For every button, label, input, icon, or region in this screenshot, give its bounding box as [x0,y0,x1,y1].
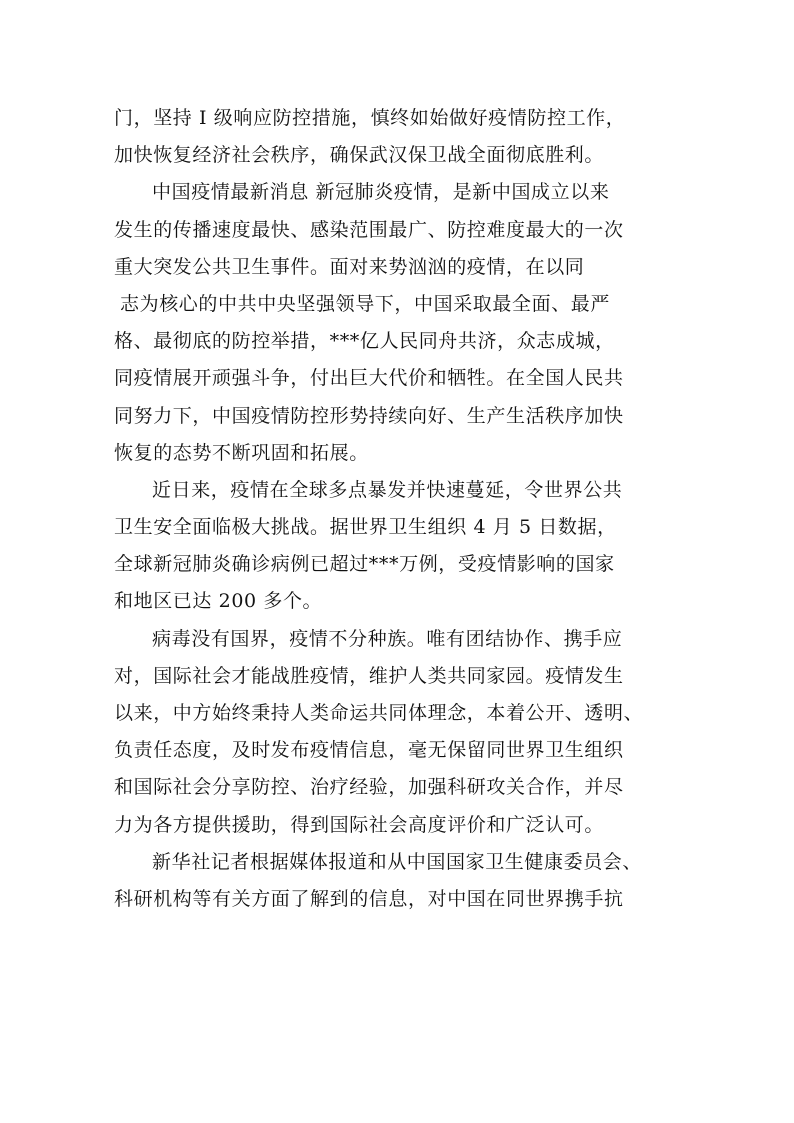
text-line: 病毒没有国界，疫情不分种族。唯有团结协作、携手应 [152,627,623,650]
text-line: 全球新冠肺炎确诊病例已超过***万例，受疫情影响的国家 [114,553,615,576]
text-line: 门，坚持 Ⅰ 级响应防控措施，慎终如始做好疫情防控工作， [114,107,626,129]
text-line: 志为核心的中共中央坚强领导下，中国采取最全面、最严 [120,292,611,315]
text-line: 卫生安全面临极大挑战。据世界卫生组织 4 月 5 日数据， [114,516,617,539]
text-line: 中国疫情最新消息 新冠肺炎疫情，是新中国成立以来 [152,181,610,204]
document-body [114,100,686,918]
text-line: 恢复的态势不断巩固和拓展。 [114,441,369,464]
text-line: 同疫情展开顽强斗争，付出巨大代价和牺牲。在全国人民共 [114,367,624,390]
text-line: 同努力下，中国疫情防控形势持续向好、生产生活秩序加快 [114,404,624,427]
text-line: 负责任态度，及时发布疫情信息，毫无保留同世界卫生组织 [114,739,624,762]
text-line: 重大突发公共卫生事件。面对来势汹汹的疫情，在以同 [114,255,585,278]
text-line: 以来，中方始终秉持人类命运共同体理念，本着公开、透明、 [114,702,644,724]
text-line: 发生的传播速度最快、感染范围最广、防控难度最大的一次 [114,218,624,241]
text-line: 和地区已达 200 多个。 [114,590,323,613]
text-line: 力为各方提供援助，得到国际社会高度评价和广泛认可。 [114,813,605,836]
text-line: 格、最彻底的防控举措，***亿人民同舟共济，众志成城， [114,330,615,353]
text-line: 新华社记者根据媒体报道和从中国国家卫生健康委员会、 [152,850,643,873]
text-line: 近日来，疫情在全球多点暴发并快速蔓延，令世界公共 [152,478,623,501]
text-line: 和国际社会分享防控、治疗经验，加强科研攻关合作，并尽 [114,776,624,799]
text-line: 对，国际社会才能战胜疫情，维护人类共同家园。疫情发生 [114,664,624,687]
text-line: 科研机构等有关方面了解到的信息，对中国在同世界携手抗 [114,887,624,910]
text-line: 加快恢复经济社会秩序，确保武汉保卫战全面彻底胜利。 [114,144,605,167]
